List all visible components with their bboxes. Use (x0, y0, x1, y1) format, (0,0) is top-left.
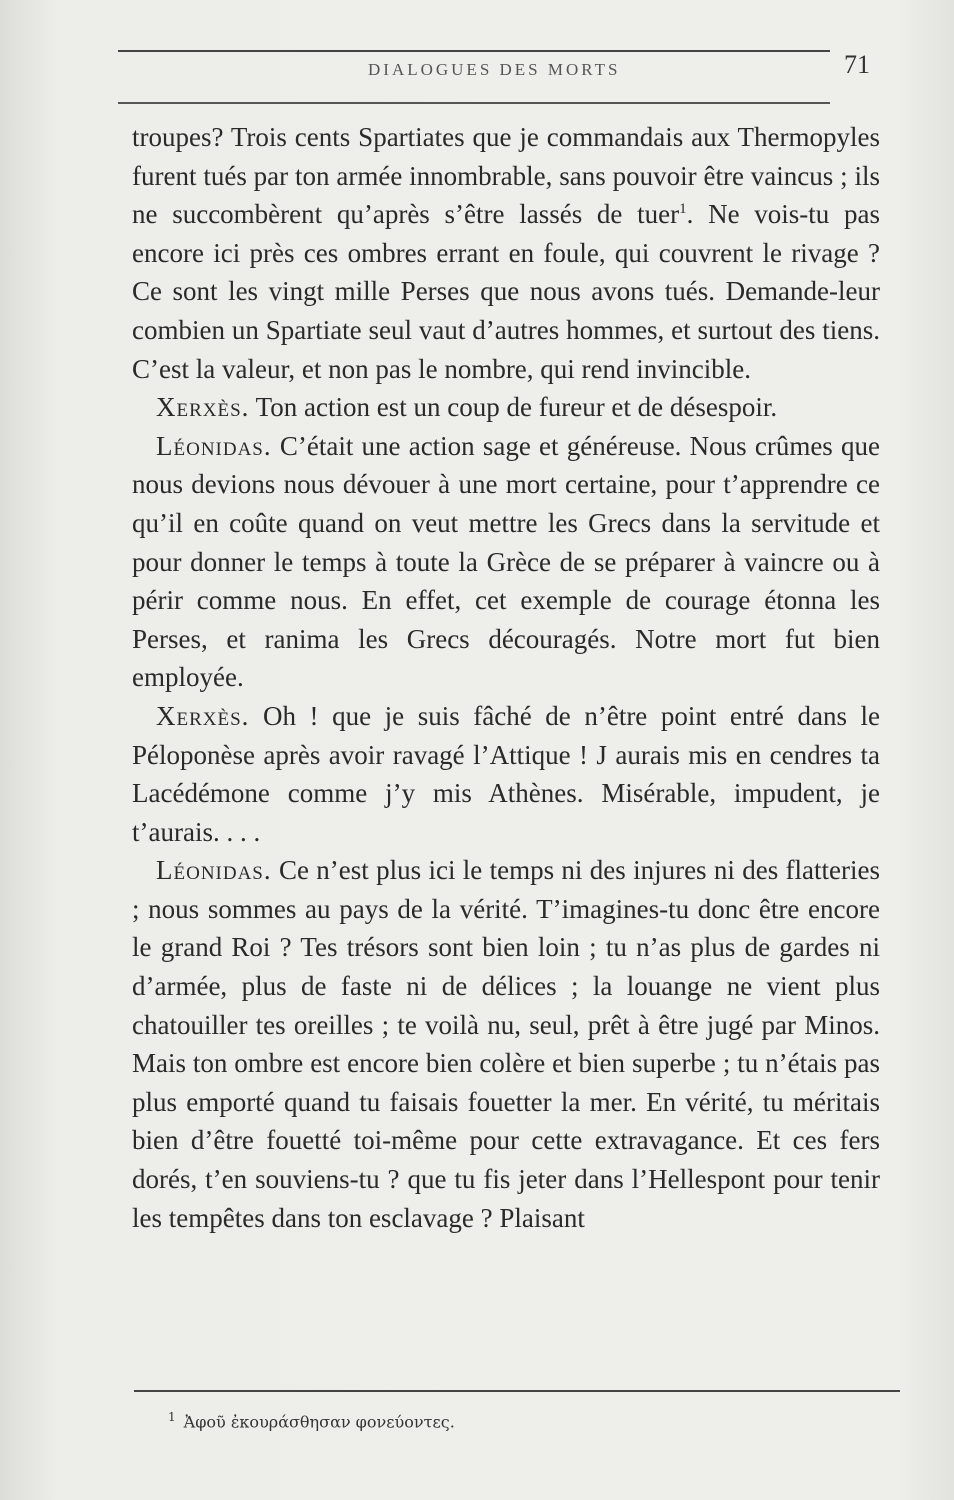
paragraph-5: Léonidas. Ce n’est plus ici le temps ni des injures ni des flatteries ; nous sommes au pays de la vérité. T’imagines-tu donc être encore le grand Roi ? Tes trésors sont bien loin ; tu n’as plus de gardes ni d’armée, plus de faste ni de délices ; la louange ne vient plus chatouiller tes oreilles ; te voilà nu, seul, prêt à être jugé par Minos. Mais ton ombre est encore bien colère et bien superbe ; tu n’étais pas plus emporté quand tu faisais fouetter la mer. En vérité, tu méritais bien d’être fouetté toi-même pour cette extravagance. Et ces fers dorés, t’en souviens-tu ? que tu fis jeter dans l’Hellespont pour tenir les tempêtes dans ton esclavage ? Plaisant (132, 855, 880, 1233)
footnote-rule (134, 1390, 900, 1392)
header-rule (118, 102, 830, 104)
page-header (118, 50, 870, 88)
speaker-name: Xerxès. (156, 700, 250, 731)
speaker-name: Xerxès. (156, 392, 250, 423)
speaker-name: Léonidas. (156, 430, 272, 461)
body-text (132, 118, 880, 1237)
top-rule (118, 50, 830, 52)
page-number: 71 (844, 50, 870, 79)
speaker-name: Léonidas. (156, 855, 272, 886)
paragraph-3: Léonidas. C’était une action sage et généreuse. Nous crûmes que nous devions nous dévouer à une mort certaine, pour t’apprendre ce qu’il en coûte quand on veut mettre les Grecs dans la servitude et pour donner le temps à toute la Grèce de se préparer à vaincre ou à périr comme nous. En effet, cet exemple de courage étonna les Perses, et ranima les Grecs découragés. Notre mort fut bien employée. (132, 430, 880, 693)
footnote-reference: 1 (679, 201, 687, 218)
footnote-text: Ἀφοῦ ἐκουράσθησαν φονεύοντες. (183, 1412, 455, 1432)
running-head: DIALOGUES DES MORTS (368, 60, 621, 79)
paragraph-1: troupes? Trois cents Spartiates que je commandais aux Thermopyles furent tués par ton armée innombrable, sans pouvoir être vaincus ; ils ne succombèrent qu’après s’être lassés de tuer$^1$. Ne vois-tu pas encore ici près ces ombres errant en foule, qui couvrent le rivage ? Ce sont les vingt mille Perses que nous avons tués. Demande-leur combien un Spartiate seul vaut d’autres hommes, et surtout des tiens. C’est la valeur, et non pas le nombre, qui rend invincible. (132, 122, 880, 384)
footnote-number: 1 (168, 1410, 176, 1424)
paragraph-4: Xerxès. Oh ! que je suis fâché de n’être point entré dans le Péloponèse après avoir ravagé l’Attique ! J aurais mis en cendres ta Lacédémone comme j’y mis Athènes. Misérable, impudent, je t’aurais. . . . (132, 700, 880, 847)
footnote (168, 1410, 868, 1431)
paragraph-2: Xerxès. Ton action est un coup de fureur et de désespoir. (156, 392, 778, 423)
